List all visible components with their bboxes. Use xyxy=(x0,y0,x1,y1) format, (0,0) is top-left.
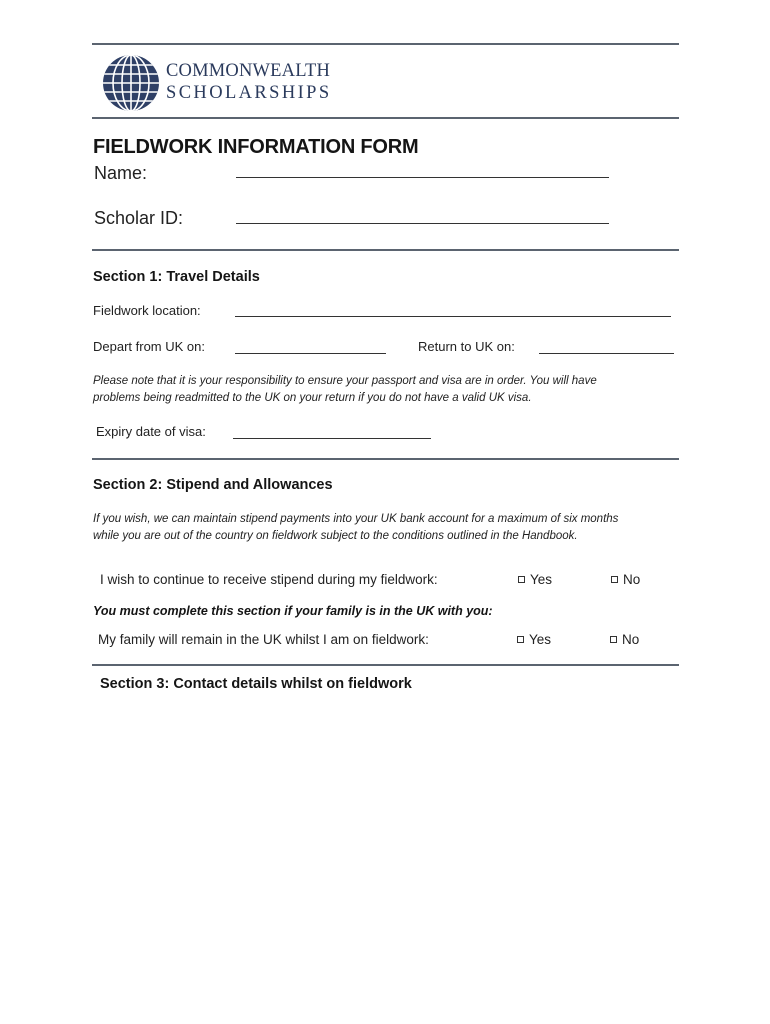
checkbox-icon[interactable] xyxy=(518,576,525,583)
header-divider xyxy=(92,117,679,119)
top-divider xyxy=(92,43,679,45)
section1-heading: Section 1: Travel Details xyxy=(93,269,260,285)
section1-divider xyxy=(92,249,679,251)
logo-text-line2: SCHOLARSHIPS xyxy=(166,83,332,103)
name-field[interactable] xyxy=(236,177,609,178)
stipend-yes-option[interactable] xyxy=(518,572,552,587)
family-notice: You must complete this section if your family is in the UK with you: xyxy=(93,604,493,618)
section2-heading: Section 2: Stipend and Allowances xyxy=(93,477,333,493)
scholar-id-field[interactable] xyxy=(236,223,609,224)
checkbox-icon[interactable] xyxy=(517,636,524,643)
visa-expiry-field[interactable] xyxy=(233,438,431,439)
stipend-no-option[interactable] xyxy=(611,572,640,587)
globe-icon xyxy=(102,54,160,112)
logo-text-line1: COMMONWEALTH xyxy=(166,61,331,81)
stipend-note: If you wish, we can maintain stipend payments into your UK bank account for a maximum of six months while you are out of the country on fieldwork subject to the conditions outlined in the Handbook. xyxy=(93,513,619,542)
name-label: Name: xyxy=(94,163,148,183)
fieldwork-location-field[interactable] xyxy=(235,316,671,317)
family-no-label: No xyxy=(622,632,640,647)
section3-divider xyxy=(92,664,679,666)
stipend-no-label: No xyxy=(623,572,641,587)
checkbox-icon[interactable] xyxy=(611,576,618,583)
family-question: My family will remain in the UK whilst I am on fieldwork: xyxy=(98,632,429,647)
visa-expiry-label: Expiry date of visa: xyxy=(96,424,206,439)
family-no-option[interactable] xyxy=(610,632,639,647)
passport-visa-note: Please note that it is your responsibility to ensure your passport and visa are in order. You will have problems being readmitted to the UK on your return if you do not have a valid UK visa. xyxy=(93,375,597,404)
commonwealth-scholarships-logo xyxy=(102,54,332,112)
stipend-question: I wish to continue to receive stipend during my fieldwork: xyxy=(100,572,438,587)
checkbox-icon[interactable] xyxy=(610,636,617,643)
return-date-field[interactable] xyxy=(539,353,674,354)
return-label: Return to UK on: xyxy=(418,339,515,354)
depart-date-field[interactable] xyxy=(235,353,386,354)
section3-heading: Section 3: Contact details whilst on fieldwork xyxy=(100,676,412,692)
family-yes-label: Yes xyxy=(529,632,552,647)
scholar-id-label: Scholar ID: xyxy=(94,208,184,228)
section2-divider xyxy=(92,458,679,460)
depart-label: Depart from UK on: xyxy=(93,339,205,354)
fieldwork-location-label: Fieldwork location: xyxy=(93,303,201,318)
form-title: FIELDWORK INFORMATION FORM xyxy=(93,136,419,158)
family-yes-option[interactable] xyxy=(517,632,551,647)
stipend-yes-label: Yes xyxy=(530,572,553,587)
